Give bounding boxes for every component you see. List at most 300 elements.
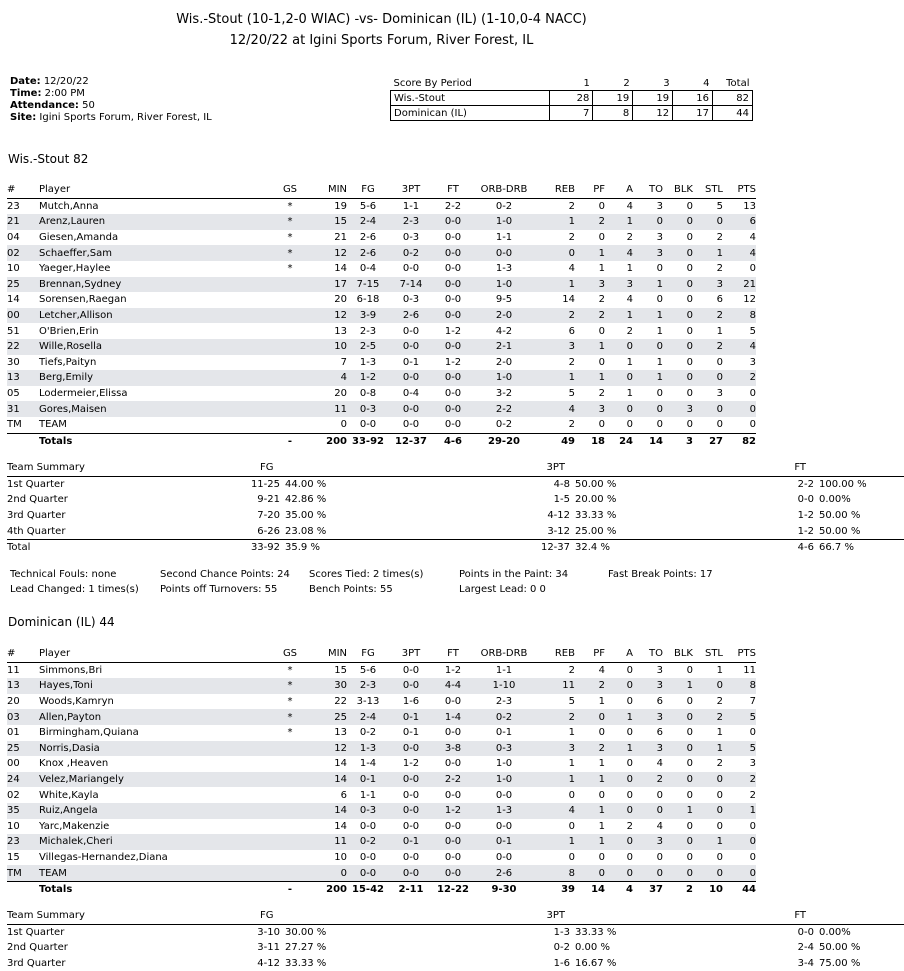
bench-points: Bench Points: 55 — [309, 584, 393, 595]
score-row-team2: Dominican (IL) 7 8 12 17 44 — [391, 106, 753, 121]
stat-cell: 3 — [633, 834, 663, 850]
fg-pct: 35.00 % — [285, 510, 327, 522]
column-header: FG — [347, 182, 389, 198]
stat-cell: 2 — [575, 308, 605, 324]
ft-pct: 0.00% — [819, 494, 851, 506]
stat-cell: Ruiz,Angela — [39, 803, 279, 819]
stat-cell: 0-0 — [444, 820, 462, 832]
player-row — [7, 834, 756, 850]
totals-cell: 4-6 — [433, 433, 473, 449]
stat-cell: 2-1 — [473, 339, 535, 355]
fg-made: 4-12 — [257, 958, 280, 970]
stat-cell: 0 — [686, 727, 693, 739]
stat-cell: 1-1 — [402, 200, 420, 212]
stat-cell: 0-0 — [359, 419, 377, 431]
ft-made: 3-4 — [797, 958, 815, 970]
stat-cell: 2 — [575, 214, 605, 230]
stat-cell: 0-0 — [389, 339, 433, 355]
stat-cell: 7 — [749, 696, 756, 708]
quarter-label: 1st Quarter — [7, 478, 65, 490]
team2-summary — [7, 908, 904, 971]
stat-cell: 1 — [535, 370, 575, 386]
quarter-label: 2nd Quarter — [7, 494, 68, 506]
stat-cell: 14 — [7, 294, 20, 306]
stat-cell: 0-2 — [347, 834, 389, 850]
summary-3pt-header: 3PT — [406, 460, 570, 476]
stat-cell: 4 — [535, 803, 575, 819]
stat-cell: 0 — [568, 820, 575, 832]
stat-cell: 1 — [598, 696, 605, 708]
three-pct: 32.4 % — [570, 539, 656, 555]
stat-cell: 2-2 — [473, 401, 535, 417]
stat-cell: 1 — [626, 388, 633, 400]
three-pct: 33.33 % — [575, 926, 617, 938]
stat-cell: 4 — [605, 245, 633, 261]
stat-cell: 19 — [334, 200, 347, 212]
totals-cell: 10 — [693, 881, 723, 897]
fg-made: 3-10 — [257, 926, 280, 938]
scores-tied: Scores Tied: 2 times(s) — [309, 569, 424, 580]
game-title: Wis.-Stout (10-1,2-0 WIAC) -vs- Dominican (IL) (1-10,0-4 NACC) — [176, 12, 587, 27]
stat-cell — [279, 323, 301, 339]
stat-cell: 0-0 — [444, 727, 462, 739]
totals-cell: 2-11 — [389, 881, 433, 897]
stat-cell: 3 — [575, 277, 605, 293]
stat-cell — [279, 819, 301, 835]
stat-cell: 0 — [693, 370, 723, 386]
three-pct: 25.00 % — [575, 525, 617, 537]
fg-pct: 27.27 % — [285, 942, 327, 954]
quarter-label: 3rd Quarter — [7, 510, 66, 522]
stat-cell: 0-3 — [402, 232, 420, 244]
column-header: TO — [633, 182, 663, 198]
player-row — [7, 370, 756, 386]
stat-cell: 0 — [716, 789, 723, 801]
stat-cell: 0 — [605, 401, 633, 417]
stat-cell: 0 — [568, 852, 575, 864]
player-row — [7, 198, 756, 214]
player-row — [7, 803, 756, 819]
stat-cell: 1 — [693, 245, 723, 261]
stat-cell: 3 — [749, 758, 756, 770]
totals-cell: 15-42 — [347, 881, 389, 897]
stat-cell: 6-18 — [356, 294, 380, 306]
stat-cell: 0-0 — [433, 339, 473, 355]
totals-cell: 2 — [663, 881, 693, 897]
stat-cell: 1 — [663, 678, 693, 694]
stat-cell: 0-3 — [347, 803, 389, 819]
column-header: GS — [279, 646, 301, 662]
summary-ft-header: FT — [656, 908, 814, 924]
stat-cell: 3 — [633, 741, 663, 757]
stat-cell: Allen,Payton — [39, 709, 279, 725]
stat-cell: 3-2 — [495, 388, 513, 400]
stat-cell: 12 — [743, 294, 756, 306]
stat-cell: 1 — [656, 325, 663, 337]
stat-cell: 0 — [686, 758, 693, 770]
stat-cell: 0-0 — [444, 789, 462, 801]
stat-cell: 12 — [301, 741, 347, 757]
stat-cell: 0 — [605, 370, 633, 386]
stat-cell: 1-3 — [495, 263, 513, 275]
stat-cell: 0-2 — [359, 727, 377, 739]
stat-cell: 0-3 — [473, 741, 535, 757]
stat-cell: 3 — [656, 200, 663, 212]
stat-cell: 1-0 — [473, 214, 535, 230]
stat-cell: 3 — [535, 741, 575, 757]
stat-cell: 0-0 — [433, 370, 473, 386]
stat-cell: 0 — [663, 339, 693, 355]
ft-made: 2-4 — [797, 942, 815, 954]
stat-cell: 0-0 — [402, 820, 420, 832]
stat-cell: 0-0 — [389, 803, 433, 819]
summary-title: Team Summary — [7, 908, 242, 924]
stat-cell: 5 — [716, 200, 723, 212]
stat-cell: 0-0 — [433, 834, 473, 850]
stat-cell: 1 — [575, 245, 605, 261]
stat-cell: 0-0 — [433, 214, 473, 230]
quarter-label: 4th Quarter — [7, 525, 66, 537]
column-header: GS — [279, 182, 301, 198]
stat-cell: 1-6 — [402, 696, 420, 708]
stat-cell: 25 — [7, 277, 39, 293]
stat-cell: 2-6 — [473, 865, 535, 881]
stat-cell: 1 — [598, 820, 605, 832]
totals-cell: 9-30 — [473, 881, 535, 897]
stat-cell: 4 — [301, 370, 347, 386]
stat-cell: 0 — [686, 356, 693, 368]
stat-cell: 6 — [340, 789, 347, 801]
column-header: FT — [433, 646, 473, 662]
stat-cell: Wille,Rosella — [39, 339, 279, 355]
player-row — [7, 865, 756, 881]
stat-cell: 13 — [334, 325, 347, 337]
stat-cell: 0-0 — [444, 388, 462, 400]
totals-cell: Totals — [39, 881, 279, 897]
stat-cell: 0 — [749, 263, 756, 275]
stat-cell: 1-1 — [495, 664, 513, 676]
stat-cell: 0 — [598, 727, 605, 739]
stat-cell: 0 — [656, 789, 663, 801]
stat-cell: 0 — [656, 419, 663, 431]
stat-cell: 0 — [686, 419, 693, 431]
stat-cell: 2 — [626, 232, 633, 244]
quarter-label: 1st Quarter — [7, 926, 65, 938]
stat-cell: 3 — [535, 339, 575, 355]
stat-cell: 13 — [7, 678, 39, 694]
stat-cell: 1 — [633, 308, 663, 324]
stat-cell: 0 — [686, 232, 693, 244]
stat-cell: Giesen,Amanda — [39, 232, 119, 244]
stat-cell: 0-2 — [389, 245, 433, 261]
stat-cell: 12 — [301, 308, 347, 324]
stat-cell: 2 — [749, 789, 756, 801]
column-header: # — [7, 182, 39, 198]
three-made: 4-12 — [547, 510, 571, 522]
stat-cell: 0 — [626, 789, 633, 801]
team2-heading: Dominican (IL) 44 — [8, 615, 115, 629]
stat-cell: 0-2 — [473, 709, 535, 725]
fg-made: 3-11 — [257, 942, 280, 954]
summary-3pt-header: 3PT — [406, 908, 570, 924]
player-row — [7, 709, 756, 725]
summary-row — [7, 508, 904, 524]
stat-cell: 0 — [663, 370, 693, 386]
totals-cell: - — [279, 881, 301, 897]
player-row — [7, 417, 756, 433]
stat-cell: 15 — [7, 852, 20, 864]
three-pct: 16.67 % — [575, 958, 617, 970]
stat-cell: 0 — [663, 277, 693, 293]
ft-made: 0-0 — [797, 926, 815, 938]
stat-cell: * — [287, 232, 293, 244]
stat-cell: 1-2 — [444, 356, 462, 368]
stat-cell — [279, 803, 301, 819]
stat-cell: 0 — [633, 865, 663, 881]
stat-cell: 11 — [301, 834, 347, 850]
stat-cell — [279, 292, 301, 308]
quarter-label: 2nd Quarter — [7, 942, 68, 954]
stat-cell: TEAM — [39, 419, 67, 431]
stat-cell: Yaeger,Haylee — [39, 263, 111, 275]
stat-cell: 0 — [693, 803, 723, 819]
stat-cell: 0 — [749, 727, 756, 739]
column-header: A — [605, 182, 633, 198]
stat-cell: 1 — [575, 834, 605, 850]
stat-cell: 0 — [723, 865, 756, 881]
stat-cell: 03 — [7, 709, 39, 725]
stat-cell: 15 — [334, 664, 347, 676]
totals-cell: 49 — [535, 433, 575, 449]
stat-cell: 4 — [535, 401, 575, 417]
ft-made: 4-6 — [656, 539, 814, 555]
column-header: STL — [693, 182, 723, 198]
stat-cell: 0-4 — [402, 388, 420, 400]
totals-cell: 37 — [633, 881, 663, 897]
stat-cell: 8 — [723, 678, 756, 694]
stat-cell: 1-1 — [495, 232, 513, 244]
stat-cell: * — [287, 664, 293, 676]
totals-cell: 14 — [633, 433, 663, 449]
stat-cell: 14 — [301, 803, 347, 819]
stat-cell: 3 — [605, 277, 633, 293]
stat-cell: 0 — [686, 388, 693, 400]
ft-made: 1-2 — [797, 525, 815, 537]
time-line: Time: 2:00 PM — [10, 88, 85, 99]
stat-cell: 2 — [535, 308, 575, 324]
summary-header — [7, 460, 904, 476]
player-row — [7, 401, 756, 417]
stat-cell: 0-1 — [495, 727, 513, 739]
stat-cell: 0 — [605, 803, 633, 819]
stat-cell: 0 — [686, 820, 693, 832]
points-off-turnovers: Points off Turnovers: 55 — [160, 584, 278, 595]
stat-cell: 0-0 — [389, 741, 433, 757]
stat-cell: 1-2 — [402, 758, 420, 770]
stat-cell: 0 — [626, 696, 633, 708]
stat-cell: 0-8 — [359, 388, 377, 400]
ft-pct: 75.00 % — [819, 958, 861, 970]
stat-cell: 00 — [7, 758, 20, 770]
stat-cell: Norris,Dasia — [39, 741, 279, 757]
stat-cell: 20 — [334, 388, 347, 400]
stat-cell: 14 — [301, 772, 347, 788]
stat-cell: 2 — [693, 339, 723, 355]
stat-cell: Tiefs,Paityn — [39, 356, 97, 368]
stat-cell: 0-0 — [402, 419, 420, 431]
stat-cell: 0 — [723, 834, 756, 850]
stat-cell: 0 — [663, 245, 693, 261]
stat-cell: Berg,Emily — [39, 370, 279, 386]
stat-cell: 1 — [575, 803, 605, 819]
stat-cell: 0 — [693, 772, 723, 788]
fg-made: 33-92 — [242, 539, 280, 555]
stat-cell: 14 — [562, 294, 575, 306]
stat-cell: 14 — [334, 263, 347, 275]
player-row — [7, 230, 756, 246]
summary-fg-header: FG — [242, 460, 406, 476]
stat-cell: 4 — [656, 820, 663, 832]
stat-cell: 0 — [605, 865, 633, 881]
column-header: PTS — [723, 646, 756, 662]
stat-cell: 0-0 — [402, 325, 420, 337]
totals-cell: Totals — [39, 433, 279, 449]
stat-cell: 1-2 — [444, 325, 462, 337]
stat-cell: 0-1 — [347, 772, 389, 788]
stat-cell: 2 — [716, 263, 723, 275]
stat-cell: 0 — [626, 664, 633, 676]
stat-cell: 3 — [663, 401, 693, 417]
stat-cell: 0 — [626, 727, 633, 739]
stat-cell: 3 — [575, 401, 605, 417]
stat-cell: 2-6 — [389, 308, 433, 324]
stat-cell: 0 — [693, 865, 723, 881]
three-pct: 0.00 % — [575, 942, 610, 954]
column-header: 3PT — [389, 646, 433, 662]
column-header: BLK — [663, 646, 693, 662]
stat-cell: 1-3 — [473, 803, 535, 819]
stat-cell: 0 — [626, 419, 633, 431]
score-row-team1: Wis.-Stout 28 19 19 16 82 — [391, 91, 753, 106]
stat-cell: 22 — [334, 696, 347, 708]
column-header: STL — [693, 646, 723, 662]
stat-cell: 0 — [749, 852, 756, 864]
totals-cell: 200 — [301, 433, 347, 449]
stat-cell: 0-0 — [402, 664, 420, 676]
stat-cell: 23 — [7, 834, 39, 850]
stat-cell: 05 — [7, 388, 20, 400]
column-header: BLK — [663, 182, 693, 198]
stat-cell: 0-1 — [402, 727, 420, 739]
stat-cell: 2 — [598, 294, 605, 306]
stat-cell: 1-1 — [359, 789, 377, 801]
stat-cell — [279, 850, 301, 866]
stat-cell: 0 — [686, 263, 693, 275]
stat-cell: Schaeffer,Sam — [39, 245, 279, 261]
stat-cell: 5 — [723, 741, 756, 757]
column-header: PF — [575, 182, 605, 198]
column-header: Player — [39, 646, 279, 662]
stat-cell: 3 — [656, 664, 663, 676]
stat-cell: 0 — [656, 263, 663, 275]
stat-cell — [279, 787, 301, 803]
stat-cell: 0 — [716, 419, 723, 431]
stat-cell: 0 — [598, 789, 605, 801]
stat-cell: 1 — [663, 803, 693, 819]
stat-cell: 0-0 — [433, 245, 473, 261]
fg-pct: 30.00 % — [285, 926, 327, 938]
stat-cell: Michalek,Cheri — [39, 834, 279, 850]
column-header: REB — [535, 646, 575, 662]
ft-made: 0-0 — [797, 494, 815, 506]
totals-cell: 200 — [301, 881, 347, 897]
player-row — [7, 214, 756, 230]
stat-cell: 0 — [575, 865, 605, 881]
summary-row — [7, 523, 904, 539]
box-score-header — [7, 646, 756, 662]
stat-cell: Lodermeier,Elissa — [39, 388, 128, 400]
stat-cell: 1-4 — [359, 758, 377, 770]
stat-cell: 0-0 — [444, 419, 462, 431]
largest-lead: Largest Lead: 0 0 — [459, 584, 546, 595]
stat-cell: * — [279, 709, 301, 725]
team1-box-score — [7, 182, 756, 449]
stat-cell: TEAM — [39, 865, 279, 881]
stat-cell: 3-13 — [356, 696, 380, 708]
player-row — [7, 662, 756, 678]
three-made: 1-6 — [553, 958, 571, 970]
stat-cell: 0 — [686, 664, 693, 676]
stat-cell: Letcher,Allison — [39, 308, 279, 324]
totals-cell: 39 — [535, 881, 575, 897]
stat-cell: 0-3 — [347, 401, 389, 417]
stat-cell: 20 — [334, 294, 347, 306]
stat-cell — [279, 355, 301, 371]
stat-cell: 1 — [568, 758, 575, 770]
stat-cell: 0-0 — [473, 245, 535, 261]
totals-row — [7, 881, 756, 897]
summary-header — [7, 908, 904, 924]
stat-cell: 0-0 — [402, 789, 420, 801]
stat-cell: Arenz,Lauren — [39, 214, 279, 230]
player-row — [7, 355, 756, 371]
stat-cell: 1 — [633, 277, 663, 293]
ft-pct: 50.00 % — [819, 942, 861, 954]
summary-row — [7, 924, 904, 940]
stat-cell: 0 — [605, 834, 633, 850]
stat-cell: 17 — [301, 277, 347, 293]
stat-cell: 0-0 — [495, 852, 513, 864]
column-header: PTS — [723, 182, 756, 198]
stat-cell: 2 — [575, 678, 605, 694]
stat-cell: 0-0 — [433, 308, 473, 324]
stat-cell: 5-6 — [359, 200, 377, 212]
stat-cell: 8 — [535, 865, 575, 881]
stat-cell: Yarc,Makenzie — [39, 820, 110, 832]
player-row — [7, 292, 756, 308]
player-row — [7, 694, 756, 710]
player-row — [7, 386, 756, 402]
totals-cell: 4 — [605, 881, 633, 897]
ft-pct: 50.00 % — [819, 510, 861, 522]
player-row — [7, 245, 756, 261]
stat-cell: 0 — [749, 419, 756, 431]
column-header: Player — [39, 182, 279, 198]
stat-cell: 0-0 — [389, 865, 433, 881]
player-row — [7, 277, 756, 293]
stat-cell: Mutch,Anna — [39, 200, 99, 212]
stat-cell: 0 — [663, 308, 693, 324]
